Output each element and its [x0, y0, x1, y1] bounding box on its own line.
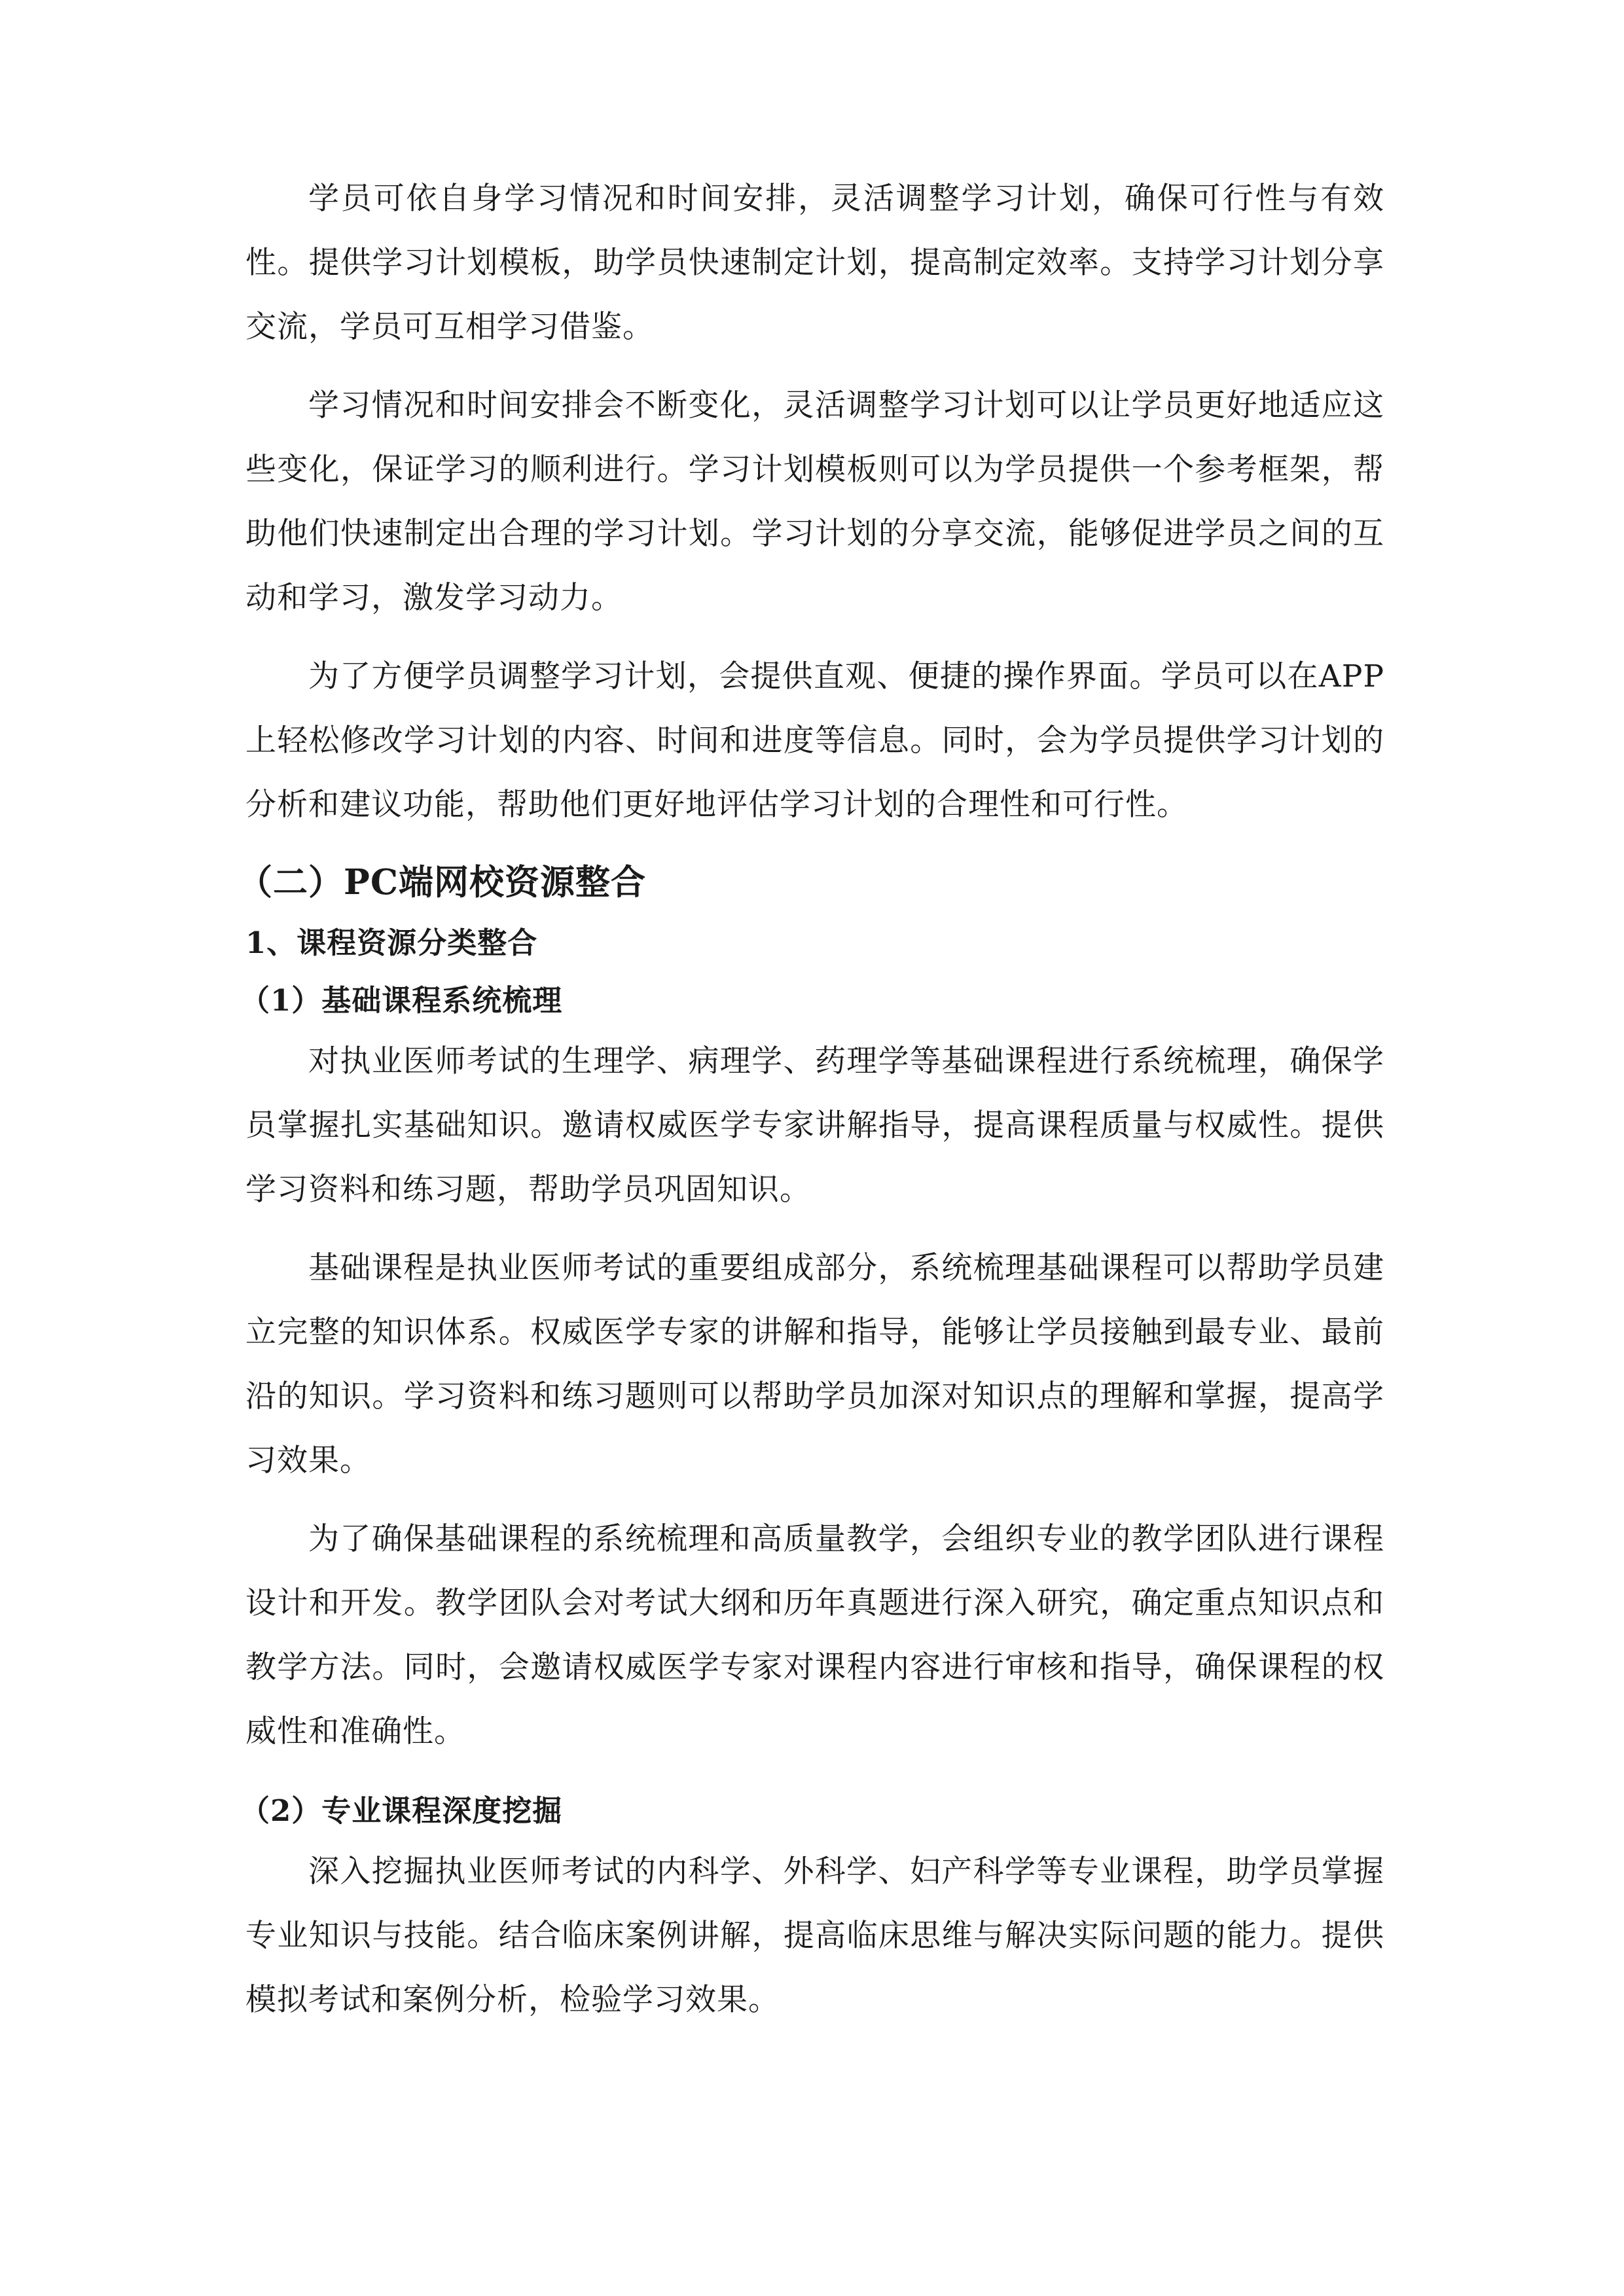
body-paragraph: 深入挖掘执业医师考试的内科学、外科学、妇产科学等专业课程，助学员掌握专业知识与技能。结合临床案例讲解，提高临床思维与解决实际问题的能力。提供模拟考试和案例分析，检验学习效果。: [245, 1854, 1384, 2018]
subsection-heading: 1、课程资源分类整合: [245, 925, 538, 960]
body-paragraph: 对执业医师考试的生理学、病理学、药理学等基础课程进行系统梳理，确保学员掌握扎实基础知识。邀请权威医学专家讲解指导，提高课程质量与权威性。提供学习资料和练习题，帮助学员巩固知识。: [245, 1043, 1384, 1208]
item-heading-basic-courses: （1）基础课程系统梳理: [240, 983, 563, 1018]
body-paragraph: 学习情况和时间安排会不断变化，灵活调整学习计划可以让学员更好地适应这些变化，保证学习的顺利进行。学习计划模板则可以为学员提供一个参考框架，帮助他们快速制定出合理的学习计划。学习计划的分享交流，能够促进学员之间的互动和学习，激发学习动力。: [245, 387, 1384, 616]
item-heading-professional-courses: （2）专业课程深度挖掘: [240, 1793, 563, 1828]
section-heading: （二）PC端网校资源整合: [238, 862, 647, 903]
document-page: [238, 167, 1384, 2032]
body-paragraph: 基础课程是执业医师考试的重要组成部分，系统梳理基础课程可以帮助学员建立完整的知识体系。权威医学专家的讲解和指导，能够让学员接触到最专业、最前沿的知识。学习资料和练习题则可以帮助学员加深对知识点的理解和掌握，提高学习效果。: [245, 1250, 1384, 1479]
body-paragraph: 为了确保基础课程的系统梳理和高质量教学，会组织专业的教学团队进行课程设计和开发。教学团队会对考试大纲和历年真题进行深入研究，确定重点知识点和教学方法。同时，会邀请权威医学专家对课程内容进行审核和指导，确保课程的权威性和准确性。: [245, 1521, 1384, 1749]
body-paragraph: 为了方便学员调整学习计划，会提供直观、便捷的操作界面。学员可以在APP上轻松修改学习计划的内容、时间和进度等信息。同时，会为学员提供学习计划的分析和建议功能，帮助他们更好地评估学习计划的合理性和可行性。: [245, 658, 1384, 823]
body-paragraph: 学员可依自身学习情况和时间安排，灵活调整学习计划，确保可行性与有效性。提供学习计划模板，助学员快速制定计划，提高制定效率。支持学习计划分享交流，学员可互相学习借鉴。: [245, 181, 1384, 345]
